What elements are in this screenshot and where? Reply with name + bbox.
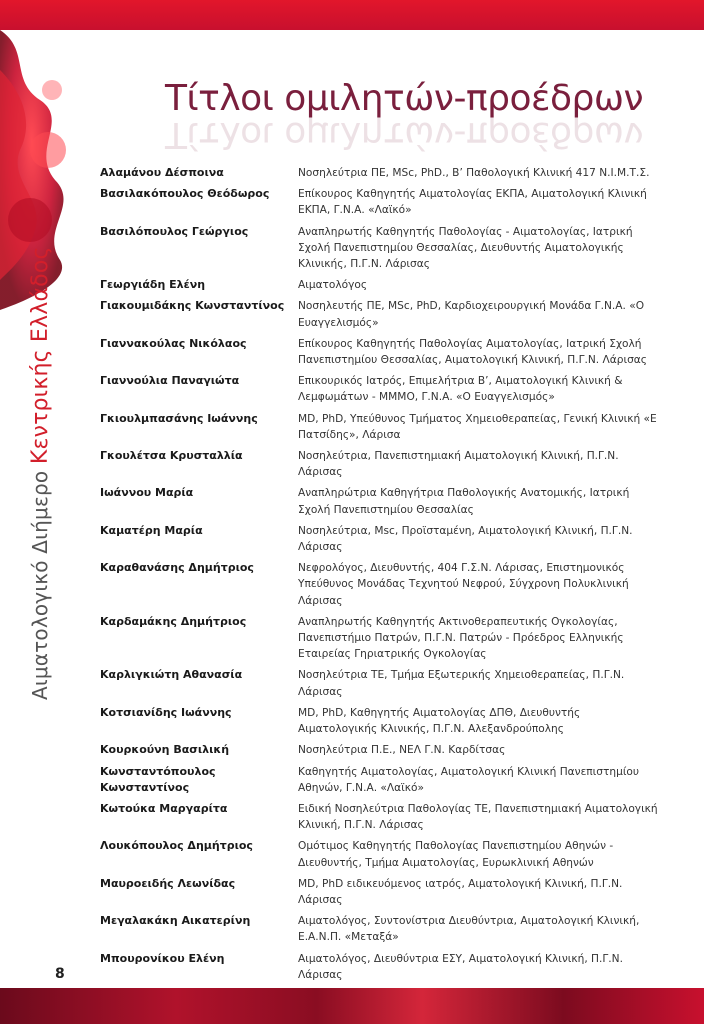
side-title-light: Αιματολογικό Διήμερο xyxy=(28,470,52,700)
speaker-description: MD, PhD ειδικευόμενος ιατρός, Αιματολογική Κλινική, Π.Γ.Ν. Λάρισας xyxy=(298,877,623,906)
speaker-name: Γκουλέτσα Κρυσταλλία xyxy=(100,449,243,463)
speaker-name: Κοτσιανίδης Ιωάννης xyxy=(100,705,232,719)
top-color-bar xyxy=(0,0,704,30)
speaker-description: Νοσηλεύτρια ΠΕ, MSc, PhD., Β’ Παθολογική Κλινική 417 Ν.Ι.Μ.Τ.Σ. xyxy=(298,167,650,179)
speaker-row xyxy=(100,298,660,330)
speaker-row xyxy=(100,560,660,609)
speaker-name: Κωνσταντόπουλος Κωνσταντίνος xyxy=(100,764,216,794)
speaker-name: Μπουρονίκου Ελένη xyxy=(100,951,225,965)
speaker-description: Νοσηλεύτρια Π.Ε., ΝΕΛ Γ.Ν. Καρδίτσας xyxy=(298,744,506,757)
speaker-description: Επίκουρος Καθηγητής Αιματολογίας ΕΚΠΑ, Αιματολογική Κλινική ΕΚΠΑ, Γ.Ν.Α. «Λαϊκό» xyxy=(298,188,647,217)
speaker-description: Νοσηλεύτρια, Πανεπιστημιακή Αιματολογική Κλινική, Π.Γ.Ν. Λάρισας xyxy=(298,450,619,479)
speaker-row xyxy=(100,742,660,758)
speaker-row xyxy=(100,373,660,405)
speaker-row xyxy=(100,764,660,796)
speaker-description: Νοσηλεύτρια ΤΕ, Τμήμα Εξωτερικής Χημειοθεραπείας, Π.Γ.Ν. Λάρισας xyxy=(298,669,625,698)
speaker-description: Ειδική Νοσηλεύτρια Παθολογίας ΤΕ, Πανεπιστημιακή Αιματολογική Κλινική, Π.Γ.Ν. Λάρισας xyxy=(298,802,658,832)
speaker-list xyxy=(100,165,660,988)
speaker-name: Γιακουμιδάκης Κωνσταντίνος xyxy=(100,299,285,313)
speaker-name: Μαυροειδής Λεωνίδας xyxy=(100,876,236,890)
speaker-name: Καρλιγκιώτη Αθανασία xyxy=(100,668,243,682)
page-number: 8 xyxy=(55,966,65,982)
speaker-description: Ομότιμος Καθηγητής Παθολογίας Πανεπιστημίου Αθηνών - Διευθυντής, Τμήμα Αιματολογίας, Ευρωκλινική Αθηνών xyxy=(298,840,614,869)
speaker-description: Αναπληρώτρια Καθηγήτρια Παθολογικής Ανατομικής, Ιατρική Σχολή Πανεπιστημίου Θεσσαλίας xyxy=(298,487,630,516)
speaker-description: Νοσηλευτής ΠΕ, MSc, PhD, Καρδιοχειρουργική Μονάδα Γ.Ν.Α. «Ο Ευαγγελισμός» xyxy=(298,300,645,329)
speaker-row xyxy=(100,951,660,983)
speaker-description: Αναπληρωτής Καθηγητής Ακτινοθεραπευτικής Ογκολογίας, Πανεπιστήμιο Πατρών, Π.Γ.Ν. Πατρών - Πρόεδρος Ελληνικής Εταιρείας Γηριατρικής Ογκολογίας xyxy=(298,615,624,661)
speaker-row xyxy=(100,485,660,517)
speaker-row xyxy=(100,186,660,218)
speaker-description: Αιματολόγος xyxy=(298,279,368,292)
speaker-name: Κουρκούνη Βασιλική xyxy=(100,743,230,757)
speaker-description: MD, PhD, Καθηγητής Αιματολογίας ΔΠΘ, Διευθυντής Αιματολογικής Κλινικής, Π.Γ.Ν. Αλεξανδρούπολης xyxy=(298,706,581,736)
side-event-title xyxy=(28,246,53,700)
speaker-row xyxy=(100,336,660,368)
speaker-row xyxy=(100,165,660,181)
page-title: Τίτλοι ομιλητών-προέδρων xyxy=(165,78,644,119)
speaker-row xyxy=(100,838,660,870)
page-title-reflection: Τίτλοι ομιλητών-προέδρων xyxy=(165,114,644,155)
speaker-name: Βασιλόπουλος Γεώργιος xyxy=(100,224,249,238)
speaker-description: Αιματολόγος, Διευθύντρια ΕΣΥ, Αιματολογική Κλινική, Π.Γ.Ν. Λάρισας xyxy=(298,952,623,981)
speaker-description: Αιματολόγος, Συντονίστρια Διευθύντρια, Αιματολογική Κλινική, Ε.Α.Ν.Π. «Μεταξά» xyxy=(298,915,640,944)
speaker-row xyxy=(100,913,660,945)
speaker-row xyxy=(100,411,660,443)
speaker-name: Καραθανάσης Δημήτριος xyxy=(100,561,254,575)
speaker-row xyxy=(100,705,660,737)
speaker-name: Ιωάννου Μαρία xyxy=(100,486,194,500)
speaker-row xyxy=(100,277,660,293)
speaker-row xyxy=(100,614,660,663)
speaker-name: Γεωργιάδη Ελένη xyxy=(100,278,206,292)
speaker-description: Νοσηλεύτρια, Msc, Προϊσταμένη, Αιματολογική Κλινική, Π.Γ.Ν. Λάρισας xyxy=(298,524,633,554)
speaker-description: MD, PhD, Υπεύθυνος Τμήματος Χημειοθεραπείας, Γενική Κλινική «Ε Πατσίδης», Λάρισα xyxy=(298,412,657,441)
speaker-row xyxy=(100,876,660,908)
speaker-name: Κωτούκα Μαργαρίτα xyxy=(100,801,228,815)
speaker-name: Λουκόπουλος Δημήτριος xyxy=(100,839,253,853)
speaker-row xyxy=(100,667,660,699)
speaker-description: Επίκουρος Καθηγητής Παθολογίας Αιματολογίας, Ιατρική Σχολή Πανεπιστημίου Θεσσαλίας, Αιματολογική Κλινική, Π.Γ.Ν. Λάρισας xyxy=(298,337,647,367)
speaker-name: Καρδαμάκης Δημήτριος xyxy=(100,614,247,628)
speaker-row xyxy=(100,224,660,273)
speaker-name: Καματέρη Μαρία xyxy=(100,523,203,537)
speaker-description: Καθηγητής Αιματολογίας, Αιματολογική Κλινική Πανεπιστημίου Αθηνών, Γ.Ν.Α. «Λαϊκό» xyxy=(298,765,640,794)
speaker-description: Επικουρικός Ιατρός, Επιμελήτρια Β’, Αιματολογική Κλινική & Λεμφωμάτων - ΜΜΜΟ, Γ.Ν.Α. «Ο Ευαγγελισμός» xyxy=(298,375,623,404)
speaker-description: Νεφρολόγος, Διευθυντής, 404 Γ.Σ.Ν. Λάρισας, Επιστημονικός Υπεύθυνος Μονάδας Τεχνητού Νεφρού, Σύγχρονη Πολυκλινική Λάρισας xyxy=(298,562,629,607)
speaker-name: Γιαννούλια Παναγιώτα xyxy=(100,374,240,388)
speaker-name: Μεγαλακάκη Αικατερίνη xyxy=(100,914,251,928)
speaker-name: Αλαμάνου Δέσποινα xyxy=(100,166,224,179)
speaker-name: Βασιλακόπουλος Θεόδωρος xyxy=(100,187,270,201)
speaker-row xyxy=(100,448,660,480)
speaker-row xyxy=(100,801,660,833)
side-title-strong: Κεντρικής Ελλάδος xyxy=(28,246,53,465)
speaker-description: Αναπληρωτής Καθηγητής Παθολογίας - Αιματολογίας, Ιατρική Σχολή Πανεπιστημίου Θεσσαλίας, Διευθυντής Αιματολογικής Κλινικής, Π.Γ.Ν. Λάρισας xyxy=(298,225,633,271)
speaker-name: Γιαννακούλας Νικόλαος xyxy=(100,336,247,350)
speaker-row xyxy=(100,523,660,555)
speaker-name: Γκιουλμπασάνης Ιωάννης xyxy=(100,411,258,425)
bottom-color-bar xyxy=(0,988,704,1024)
